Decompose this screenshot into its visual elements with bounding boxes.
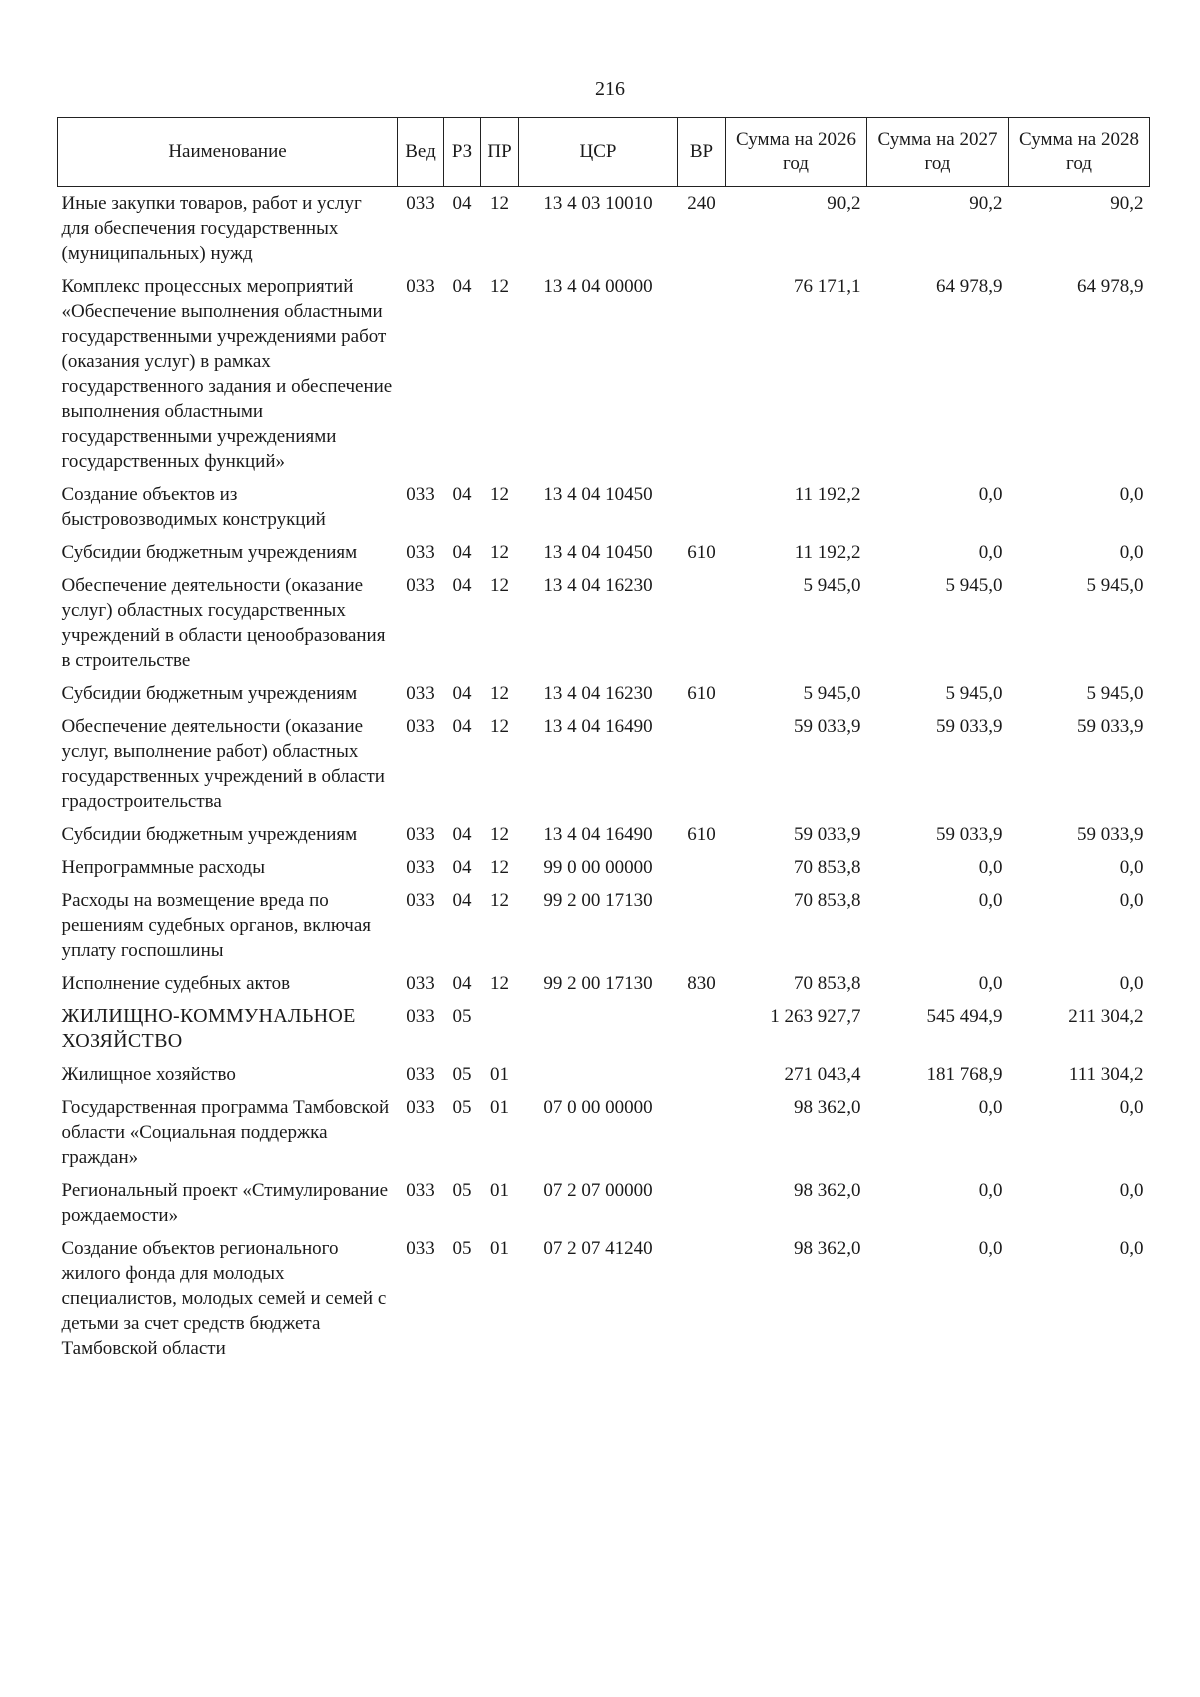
- row-sum-2026: 90,2: [827, 193, 861, 214]
- row-sum-2027: 0,0: [978, 1180, 1003, 1201]
- row-name: Субсидии бюджетным учреждениям: [61, 683, 358, 704]
- table-row: [58, 478, 1150, 536]
- row-rz: 04: [452, 683, 472, 704]
- row-pr: 12: [490, 683, 509, 704]
- row-csr: 07 2 07 00000: [543, 1180, 653, 1201]
- row-rz: 04: [452, 824, 472, 845]
- row-csr: 99 0 00 00000: [543, 857, 653, 878]
- row-pr: 12: [490, 542, 509, 563]
- header-name: Наименование: [58, 118, 398, 187]
- row-pr: 01: [490, 1064, 509, 1085]
- row-rz: 04: [452, 276, 472, 297]
- row-name: Региональный проект «Стимулирование рождаемости»: [61, 1180, 388, 1226]
- row-sum-2026: 5 945,0: [803, 683, 861, 704]
- row-sum-2028: 59 033,9: [1077, 716, 1144, 737]
- row-vr: [678, 1000, 726, 1058]
- row-pr: 01: [490, 1180, 509, 1201]
- row-sum-2027: 5 945,0: [945, 575, 1003, 596]
- row-name: Создание объектов регионального жилого фонда для молодых специалистов, молодых семей и семей с детьми за счет средств бюджета Тамбовской области: [61, 1238, 387, 1359]
- row-ved: 033: [406, 716, 435, 737]
- page-number: 216: [595, 78, 625, 100]
- row-sum-2026: 70 853,8: [794, 890, 861, 911]
- row-csr: 13 4 04 16490: [543, 824, 653, 845]
- row-sum-2027: 59 033,9: [936, 824, 1003, 845]
- row-sum-2028: 111 304,2: [1068, 1064, 1144, 1085]
- table-row: [58, 1000, 1150, 1058]
- row-rz: 04: [452, 542, 472, 563]
- row-rz: 04: [452, 890, 472, 911]
- row-name: Субсидии бюджетным учреждениям: [61, 542, 358, 563]
- row-vr: [678, 1058, 726, 1091]
- row-csr: 13 4 04 10450: [543, 542, 653, 563]
- row-rz: 04: [452, 716, 472, 737]
- row-sum-2027: 0,0: [978, 973, 1003, 994]
- row-sum-2027: 0,0: [978, 542, 1003, 563]
- row-csr: 13 4 04 16490: [543, 716, 653, 737]
- row-sum-2028: 0,0: [1119, 890, 1144, 911]
- row-vr: [678, 1174, 726, 1232]
- row-rz: 04: [452, 575, 472, 596]
- table-header: [58, 118, 1150, 187]
- row-sum-2027: 64 978,9: [936, 276, 1003, 297]
- table-row: [58, 1058, 1150, 1091]
- table-row: [58, 818, 1150, 851]
- table-row: [58, 270, 1150, 478]
- row-ved: 033: [406, 973, 435, 994]
- row-pr: 01: [490, 1238, 509, 1259]
- row-csr: 13 4 04 00000: [543, 276, 653, 297]
- row-ved: 033: [406, 1006, 435, 1027]
- row-sum-2027: 0,0: [978, 1238, 1003, 1259]
- row-vr: [678, 884, 726, 967]
- row-ved: 033: [406, 857, 435, 878]
- row-sum-2026: 70 853,8: [794, 857, 861, 878]
- row-rz: 05: [452, 1006, 472, 1027]
- row-rz: 05: [452, 1064, 472, 1085]
- row-pr: 12: [490, 276, 509, 297]
- row-ved: 033: [406, 824, 435, 845]
- row-sum-2027: 90,2: [969, 193, 1003, 214]
- row-sum-2026: 1 263 927,7: [770, 1006, 861, 1027]
- row-sum-2028: 0,0: [1119, 542, 1144, 563]
- row-name: Непрограммные расходы: [61, 857, 265, 878]
- table-row: [58, 187, 1150, 271]
- row-rz: 04: [452, 857, 472, 878]
- row-ved: 033: [406, 890, 435, 911]
- row-pr: 12: [490, 824, 509, 845]
- row-csr: 99 2 00 17130: [543, 890, 653, 911]
- row-sum-2028: 0,0: [1119, 1180, 1144, 1201]
- row-ved: 033: [406, 484, 435, 505]
- row-sum-2026: 5 945,0: [803, 575, 861, 596]
- row-sum-2026: 98 362,0: [794, 1238, 861, 1259]
- row-pr: 12: [490, 890, 509, 911]
- header-csr: ЦСР: [519, 118, 678, 187]
- row-sum-2027: 5 945,0: [945, 683, 1003, 704]
- row-ved: 033: [406, 575, 435, 596]
- row-ved: 033: [406, 193, 435, 214]
- row-sum-2028: 0,0: [1119, 484, 1144, 505]
- row-vr: 830: [687, 973, 716, 994]
- row-sum-2026: 98 362,0: [794, 1097, 861, 1118]
- table-row: [58, 1174, 1150, 1232]
- row-name: Комплекс процессных мероприятий «Обеспечение выполнения областными государственными учреждениями работ (оказания услуг) в рамках государственного задания и обеспечение выполнения областными государственными учреждениями государственных функций»: [61, 276, 393, 472]
- row-pr: 12: [490, 484, 509, 505]
- row-csr: 99 2 00 17130: [543, 973, 653, 994]
- row-vr: [678, 851, 726, 884]
- row-ved: 033: [406, 1238, 435, 1259]
- row-rz: 04: [452, 193, 472, 214]
- row-vr: [678, 270, 726, 478]
- row-sum-2028: 0,0: [1119, 1238, 1144, 1259]
- row-sum-2028: 5 945,0: [1086, 683, 1144, 704]
- row-sum-2028: 211 304,2: [1068, 1006, 1144, 1027]
- row-sum-2026: 59 033,9: [794, 716, 861, 737]
- row-sum-2027: 0,0: [978, 484, 1003, 505]
- row-sum-2027: 0,0: [978, 890, 1003, 911]
- row-name: Исполнение судебных актов: [61, 973, 291, 994]
- table-row: [58, 536, 1150, 569]
- row-csr: [519, 1058, 678, 1091]
- row-pr: [481, 1000, 519, 1058]
- row-rz: 05: [452, 1238, 472, 1259]
- row-sum-2027: 181 768,9: [926, 1064, 1003, 1085]
- row-csr: 07 2 07 41240: [543, 1238, 653, 1259]
- row-sum-2026: 70 853,8: [794, 973, 861, 994]
- row-ved: 033: [406, 1064, 435, 1085]
- row-sum-2027: 0,0: [978, 857, 1003, 878]
- header-pr: ПР: [481, 118, 519, 187]
- row-csr: 13 4 03 10010: [543, 193, 653, 214]
- row-sum-2026: 11 192,2: [794, 542, 861, 563]
- row-sum-2027: 0,0: [978, 1097, 1003, 1118]
- row-sum-2028: 90,2: [1110, 193, 1144, 214]
- budget-table: [57, 117, 1150, 1365]
- row-sum-2027: 545 494,9: [926, 1006, 1003, 1027]
- row-vr: [678, 1232, 726, 1365]
- row-name: Субсидии бюджетным учреждениям: [61, 824, 358, 845]
- row-vr: 610: [687, 542, 716, 563]
- row-csr: [519, 1000, 678, 1058]
- header-sum-2028: Сумма на 2028 год: [1009, 118, 1150, 187]
- row-csr: 07 0 00 00000: [543, 1097, 653, 1118]
- row-ved: 033: [406, 542, 435, 563]
- row-pr: 12: [490, 193, 509, 214]
- row-ved: 033: [406, 1180, 435, 1201]
- row-vr: [678, 1091, 726, 1174]
- row-pr: 12: [490, 575, 509, 596]
- row-pr: 12: [490, 857, 509, 878]
- table-row: [58, 884, 1150, 967]
- row-vr: 240: [687, 193, 716, 214]
- row-pr: 12: [490, 973, 509, 994]
- table-row: [58, 851, 1150, 884]
- row-name: Государственная программа Тамбовской области «Социальная поддержка граждан»: [61, 1097, 390, 1168]
- row-vr: 610: [687, 683, 716, 704]
- row-name: ЖИЛИЩНО-КОММУНАЛЬНОЕ ХОЗЯЙСТВО: [61, 1005, 356, 1052]
- row-sum-2028: 0,0: [1119, 973, 1144, 994]
- row-rz: 05: [452, 1097, 472, 1118]
- table-row: [58, 1091, 1150, 1174]
- row-sum-2028: 64 978,9: [1077, 276, 1144, 297]
- row-csr: 13 4 04 16230: [543, 683, 653, 704]
- row-vr: [678, 478, 726, 536]
- row-sum-2027: 59 033,9: [936, 716, 1003, 737]
- row-csr: 13 4 04 16230: [543, 575, 653, 596]
- header-rz: РЗ: [444, 118, 481, 187]
- row-vr: [678, 569, 726, 677]
- row-name: Жилищное хозяйство: [61, 1064, 236, 1085]
- row-rz: 04: [452, 484, 472, 505]
- row-name: Расходы на возмещение вреда по решениям судебных органов, включая уплату госпошлины: [61, 890, 372, 961]
- row-sum-2028: 0,0: [1119, 857, 1144, 878]
- row-sum-2026: 271 043,4: [784, 1064, 861, 1085]
- table-row: [58, 569, 1150, 677]
- row-name: Обеспечение деятельности (оказание услуг) областных государственных учреждений в области ценообразования в строительстве: [61, 575, 386, 671]
- row-csr: 13 4 04 10450: [543, 484, 653, 505]
- table-body: [58, 187, 1150, 1366]
- header-sum-2026: Сумма на 2026 год: [726, 118, 867, 187]
- row-pr: 01: [490, 1097, 509, 1118]
- row-vr: 610: [687, 824, 716, 845]
- row-vr: [678, 710, 726, 818]
- row-rz: 05: [452, 1180, 472, 1201]
- row-sum-2028: 5 945,0: [1086, 575, 1144, 596]
- row-pr: 12: [490, 716, 509, 737]
- header-sum-2027: Сумма на 2027 год: [867, 118, 1009, 187]
- row-sum-2026: 98 362,0: [794, 1180, 861, 1201]
- header-ved: Вед: [398, 118, 444, 187]
- row-name: Обеспечение деятельности (оказание услуг, выполнение работ) областных государственных учреждений в области градостроительства: [61, 716, 385, 812]
- header-vr: ВР: [678, 118, 726, 187]
- row-ved: 033: [406, 276, 435, 297]
- table-row: [58, 967, 1150, 1000]
- row-name: Создание объектов из быстровозводимых конструкций: [61, 484, 326, 530]
- table-row: [58, 1232, 1150, 1365]
- row-sum-2028: 0,0: [1119, 1097, 1144, 1118]
- table-row: [58, 677, 1150, 710]
- row-sum-2026: 11 192,2: [794, 484, 861, 505]
- table-row: [58, 710, 1150, 818]
- row-rz: 04: [452, 973, 472, 994]
- row-sum-2026: 76 171,1: [794, 276, 861, 297]
- row-sum-2026: 59 033,9: [794, 824, 861, 845]
- row-ved: 033: [406, 683, 435, 704]
- row-name: Иные закупки товаров, работ и услуг для обеспечения государственных (муниципальных) нужд: [61, 193, 362, 264]
- row-sum-2028: 59 033,9: [1077, 824, 1144, 845]
- row-ved: 033: [406, 1097, 435, 1118]
